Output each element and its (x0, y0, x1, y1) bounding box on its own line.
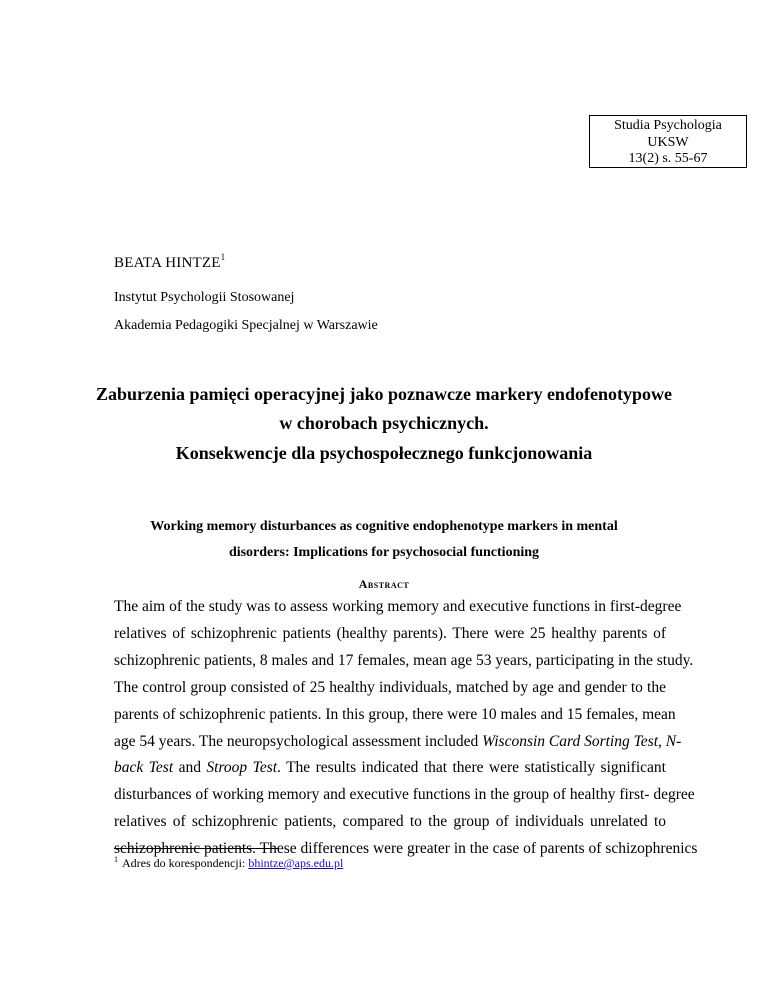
affiliation-academy: Akademia Pedagogiki Specjalnej w Warszawie (114, 318, 378, 333)
author-name-text: BEATA HINTZE (114, 255, 221, 271)
abstract-body (114, 594, 698, 863)
title-pl-line2: w chorobach psychicznych. (279, 413, 489, 433)
abstract-line: schizophrenic patients, 8 males and 17 females, mean age 53 years, participating in the study. (114, 651, 694, 669)
journal-issue-pages: 13(2) s. 55-67 (628, 151, 708, 166)
abstract-line: The aim of the study was to assess working memory and executive functions in first-degree (114, 598, 682, 615)
title-en-line1: Working memory disturbances as cognitive endophenotype markers in mental (150, 519, 618, 534)
test-name-stroop: Stroop Test (206, 759, 278, 777)
footnote (114, 856, 343, 871)
abstract-line: relatives of schizophrenic patients, compared to the group of individuals unrelated to (114, 813, 666, 831)
abstract-line: parents of schizophrenic patients. In this group, there were 10 males and 15 females, mean (114, 705, 676, 723)
abstract-heading: Abstract (358, 577, 410, 591)
abstract-line-tests-cont (114, 755, 666, 782)
title-en-line2: disorders: Implications for psychosocial functioning (228, 545, 540, 560)
affiliation-institute: Instytut Psychologii Stosowanej (114, 290, 295, 305)
abstract-and: and (173, 759, 207, 777)
abstract-line: schizophrenic patients. These differences were greater in the case of parents of schizophrenics (114, 840, 698, 858)
journal-info-box (589, 115, 747, 168)
author-footnote-mark: 1 (220, 252, 226, 262)
footnote-label: Adres do korespondencji: (122, 856, 249, 870)
footnote-email-link[interactable]: bhintze@aps.edu.pl (248, 856, 344, 870)
footnote-divider (114, 848, 278, 849)
title-pl-line1: Zaburzenia pamięci operacyjnej jako poznawcze markery endofenotypowe (96, 384, 672, 404)
abstract-separator: , (658, 732, 666, 750)
abstract-text: . The results indicated that there were statistically significant (277, 759, 666, 777)
test-name-wcst: Wisconsin Card Sorting Test (482, 732, 659, 750)
test-name-nback-part1: N- (665, 732, 682, 750)
journal-name: Studia Psychologia (614, 118, 722, 133)
abstract-line: The control group consisted of 25 healthy individuals, matched by age and gender to the (114, 678, 666, 696)
abstract-line: relatives of schizophrenic patients (healthy parents). There were 25 healthy parents of (114, 624, 666, 642)
test-name-nback-part2: back Test (114, 759, 174, 777)
title-pl-line3: Konsekwencje dla psychospołecznego funkcjonowania (175, 443, 593, 463)
abstract-line-tests (114, 729, 682, 756)
abstract-line: disturbances of working memory and executive functions in the group of healthy first- degree (114, 786, 695, 804)
footnote-mark: 1 (114, 855, 118, 864)
abstract-text: age 54 years. The neuropsychological assessment included (114, 732, 483, 750)
author-name (114, 252, 226, 272)
journal-publisher: UKSW (647, 134, 689, 150)
